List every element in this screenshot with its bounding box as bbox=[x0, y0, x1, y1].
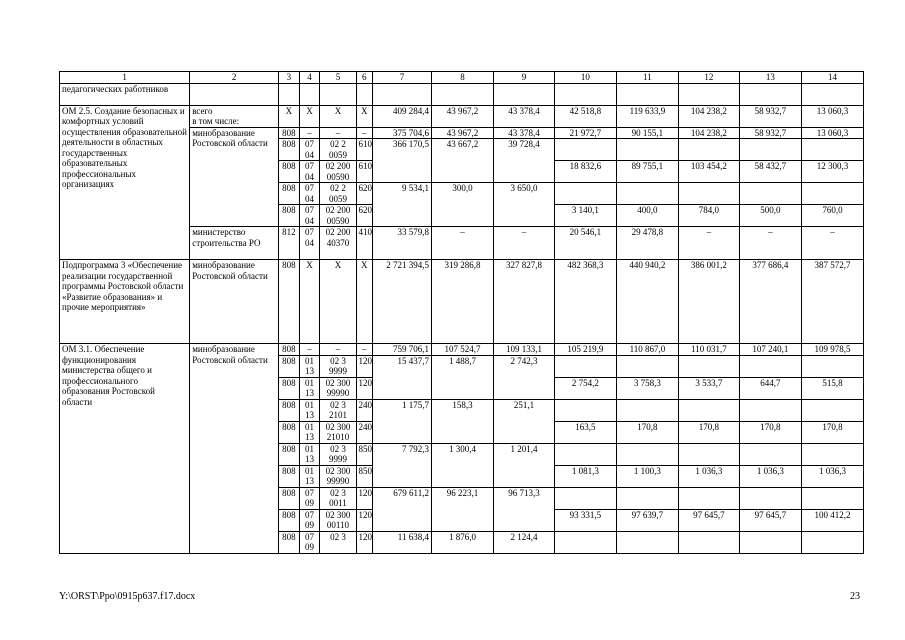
cell: 89 755,1 bbox=[616, 161, 678, 183]
cell: 07 04 bbox=[299, 205, 320, 227]
cell: минобразование Ростовской области bbox=[190, 127, 279, 227]
header-cell: 4 bbox=[299, 72, 320, 84]
header-cell: 1 bbox=[60, 72, 190, 84]
row-label: педагогических работников bbox=[60, 83, 190, 105]
cell: 7 792,3 bbox=[373, 443, 432, 487]
cell: 93 331,5 bbox=[554, 509, 616, 531]
cell: 1 175,7 bbox=[373, 399, 432, 443]
cell: 119 633,9 bbox=[616, 105, 678, 127]
cell: 02 3 0011 bbox=[320, 487, 356, 509]
cell: 97 645,7 bbox=[678, 509, 739, 531]
header-row bbox=[60, 72, 864, 84]
cell: 42 518,8 bbox=[554, 105, 616, 127]
cell: 109 978,5 bbox=[801, 344, 863, 356]
cell: X bbox=[320, 105, 356, 127]
cell: 515,8 bbox=[801, 377, 863, 399]
cell: 410 bbox=[356, 227, 373, 260]
cell: 109 133,1 bbox=[493, 344, 554, 356]
measure-name: ОМ 3.1. Обеспечение функционирования министерства общего и профессионального образования Ростовской области bbox=[60, 344, 190, 554]
cell: 1 876,0 bbox=[431, 531, 493, 553]
cell: 58 932,7 bbox=[739, 105, 801, 127]
table-row bbox=[60, 83, 864, 105]
cell: 21 972,7 bbox=[554, 127, 616, 139]
cell: 9 534,1 bbox=[373, 183, 432, 227]
cell: 500,0 bbox=[739, 205, 801, 227]
cell: 07 04 bbox=[299, 161, 320, 183]
cell: 808 bbox=[279, 127, 300, 139]
cell: 400,0 bbox=[616, 205, 678, 227]
cell: 170,8 bbox=[739, 421, 801, 443]
cell: 1 036,3 bbox=[801, 465, 863, 487]
table-row bbox=[60, 105, 864, 127]
header-cell: 14 bbox=[801, 72, 863, 84]
cell: 103 454,2 bbox=[678, 161, 739, 183]
header-cell: 11 bbox=[616, 72, 678, 84]
cell: 2 754,2 bbox=[554, 377, 616, 399]
cell: X bbox=[299, 105, 320, 127]
cell: 18 832,6 bbox=[554, 161, 616, 183]
cell: 02 2 0059 bbox=[320, 139, 356, 161]
cell: 02 300 00110 bbox=[320, 509, 356, 531]
cell: минобразование Ростовской области bbox=[190, 260, 279, 344]
cell: 387 572,7 bbox=[801, 260, 863, 344]
cell: 01 13 bbox=[299, 443, 320, 465]
cell: 240 bbox=[356, 421, 373, 443]
cell: 300,0 bbox=[431, 183, 493, 227]
cell: минобразование Ростовской области bbox=[190, 344, 279, 554]
cell: 409 284,4 bbox=[373, 105, 432, 127]
cell: – bbox=[739, 227, 801, 260]
cell: 02 3 bbox=[320, 531, 356, 553]
cell: 13 060,3 bbox=[801, 105, 863, 127]
cell: 812 bbox=[279, 227, 300, 260]
cell: – bbox=[320, 127, 356, 139]
cell: 808 bbox=[279, 260, 300, 344]
cell: 120 bbox=[356, 355, 373, 377]
cell: 808 bbox=[279, 421, 300, 443]
cell: 01 13 bbox=[299, 355, 320, 377]
cell: 120 bbox=[356, 509, 373, 531]
cell: 170,8 bbox=[678, 421, 739, 443]
cell: – bbox=[431, 227, 493, 260]
header-cell: 10 bbox=[554, 72, 616, 84]
cell: 808 bbox=[279, 443, 300, 465]
header-cell: 6 bbox=[356, 72, 373, 84]
cell: 43 967,2 bbox=[431, 127, 493, 139]
cell: 110 867,0 bbox=[616, 344, 678, 356]
cell: 02 3 9999 bbox=[320, 355, 356, 377]
page-number: 23 bbox=[850, 591, 860, 602]
cell: 01 13 bbox=[299, 465, 320, 487]
cell: 58 432,7 bbox=[739, 161, 801, 183]
cell: 760,0 bbox=[801, 205, 863, 227]
cell: министерство строительства РО bbox=[190, 227, 279, 260]
cell: 110 031,7 bbox=[678, 344, 739, 356]
cell: 02 3 9999 bbox=[320, 443, 356, 465]
header-cell: 5 bbox=[320, 72, 356, 84]
cell: 808 bbox=[279, 161, 300, 183]
cell: 170,8 bbox=[616, 421, 678, 443]
cell: 01 13 bbox=[299, 399, 320, 421]
cell: 12 300,3 bbox=[801, 161, 863, 183]
cell: 163,5 bbox=[554, 421, 616, 443]
cell: 386 001,2 bbox=[678, 260, 739, 344]
cell: 620 bbox=[356, 183, 373, 205]
cell: 3 140,1 bbox=[554, 205, 616, 227]
cell: X bbox=[279, 105, 300, 127]
cell: 20 546,1 bbox=[554, 227, 616, 260]
cell: – bbox=[299, 127, 320, 139]
cell: 808 bbox=[279, 399, 300, 421]
cell: – bbox=[801, 227, 863, 260]
cell: 43 667,2 bbox=[431, 139, 493, 183]
cell: 679 611,2 bbox=[373, 487, 432, 531]
cell: 07 04 bbox=[299, 183, 320, 205]
cell: 43 378,4 bbox=[493, 105, 554, 127]
cell: – bbox=[320, 344, 356, 356]
cell: 07 09 bbox=[299, 487, 320, 509]
cell: X bbox=[320, 260, 356, 344]
cell: 107 524,7 bbox=[431, 344, 493, 356]
cell: 90 155,1 bbox=[616, 127, 678, 139]
cell: 15 437,7 bbox=[373, 355, 432, 399]
cell: 29 478,8 bbox=[616, 227, 678, 260]
cell: 808 bbox=[279, 509, 300, 531]
cell: 02 300 99990 bbox=[320, 465, 356, 487]
cell: 01 13 bbox=[299, 377, 320, 399]
cell: 2 721 394,5 bbox=[373, 260, 432, 344]
cell: 1 300,4 bbox=[431, 443, 493, 487]
cell: 482 368,3 bbox=[554, 260, 616, 344]
cell: 3 650,0 bbox=[493, 183, 554, 227]
cell: – bbox=[299, 344, 320, 356]
cell: 07 04 bbox=[299, 139, 320, 161]
cell: 39 728,4 bbox=[493, 139, 554, 183]
cell: 107 240,1 bbox=[739, 344, 801, 356]
cell: 850 bbox=[356, 465, 373, 487]
cell: 02 300 99990 bbox=[320, 377, 356, 399]
header-cell: 12 bbox=[678, 72, 739, 84]
cell: 251,1 bbox=[493, 399, 554, 443]
cell: 1 036,3 bbox=[739, 465, 801, 487]
cell: – bbox=[356, 344, 373, 356]
cell: 120 bbox=[356, 377, 373, 399]
cell: 366 170,5 bbox=[373, 139, 432, 183]
cell: 808 bbox=[279, 377, 300, 399]
cell: 610 bbox=[356, 161, 373, 183]
header-cell: 8 bbox=[431, 72, 493, 84]
cell: 97 639,7 bbox=[616, 509, 678, 531]
cell: 808 bbox=[279, 139, 300, 161]
cell: 02 2 0059 bbox=[320, 183, 356, 205]
cell: 1 036,3 bbox=[678, 465, 739, 487]
cell: 96 223,1 bbox=[431, 487, 493, 531]
header-cell: 2 bbox=[190, 72, 279, 84]
cell: 808 bbox=[279, 344, 300, 356]
cell: 07 09 bbox=[299, 531, 320, 553]
cell: 808 bbox=[279, 205, 300, 227]
header-cell: 13 bbox=[739, 72, 801, 84]
cell: 02 200 00590 bbox=[320, 161, 356, 183]
cell: 644,7 bbox=[739, 377, 801, 399]
cell: 96 713,3 bbox=[493, 487, 554, 531]
cell: 2 124,4 bbox=[493, 531, 554, 553]
cell: 02 3 2101 bbox=[320, 399, 356, 421]
cell: 11 638,4 bbox=[373, 531, 432, 553]
cell: 07 04 bbox=[299, 227, 320, 260]
measure-name: ОМ 2.5. Создание безопасных и комфортных условий осуществления образовательной деятельности в областных государственных образовательных профессиональных организациях bbox=[60, 105, 190, 260]
cell: 3 533,7 bbox=[678, 377, 739, 399]
cell: 120 bbox=[356, 487, 373, 509]
cell: 808 bbox=[279, 487, 300, 509]
cell: 3 758,3 bbox=[616, 377, 678, 399]
budget-table bbox=[59, 71, 864, 554]
subprogram-name: Подпрограмма 3 «Обеспечение реализации государственной программы Ростовской области «Развитие образования» и прочие мероприятия» bbox=[60, 260, 190, 344]
cell: 104 238,2 bbox=[678, 105, 739, 127]
cell: X bbox=[356, 260, 373, 344]
cell: 784,0 bbox=[678, 205, 739, 227]
table-row bbox=[60, 260, 864, 344]
header-cell: 3 bbox=[279, 72, 300, 84]
cell: 850 bbox=[356, 443, 373, 465]
cell: 375 704,6 bbox=[373, 127, 432, 139]
cell: 97 645,7 bbox=[739, 509, 801, 531]
cell: X bbox=[356, 105, 373, 127]
cell: 808 bbox=[279, 531, 300, 553]
cell: 1 488,7 bbox=[431, 355, 493, 399]
cell: 1 081,3 bbox=[554, 465, 616, 487]
cell: 759 706,1 bbox=[373, 344, 432, 356]
cell: 610 bbox=[356, 139, 373, 161]
header-cell: 7 bbox=[373, 72, 432, 84]
cell: 58 932,7 bbox=[739, 127, 801, 139]
cell: 02 200 40370 bbox=[320, 227, 356, 260]
cell: 43 378,4 bbox=[493, 127, 554, 139]
cell: 1 201,4 bbox=[493, 443, 554, 487]
cell: 620 bbox=[356, 205, 373, 227]
cell: 319 286,8 bbox=[431, 260, 493, 344]
cell: 13 060,3 bbox=[801, 127, 863, 139]
cell: 07 09 bbox=[299, 509, 320, 531]
cell: 170,8 bbox=[801, 421, 863, 443]
cell: 104 238,2 bbox=[678, 127, 739, 139]
header-cell: 9 bbox=[493, 72, 554, 84]
cell: всего в том числе: bbox=[190, 105, 279, 127]
cell: 01 13 bbox=[299, 421, 320, 443]
cell: 100 412,2 bbox=[801, 509, 863, 531]
cell: 240 bbox=[356, 399, 373, 421]
cell: 327 827,8 bbox=[493, 260, 554, 344]
cell: – bbox=[356, 127, 373, 139]
footer-file-path: Y:\ORST\Ppo\0915p637.f17.docx bbox=[59, 591, 196, 602]
cell: – bbox=[493, 227, 554, 260]
cell: 43 967,2 bbox=[431, 105, 493, 127]
cell: 808 bbox=[279, 465, 300, 487]
cell: – bbox=[678, 227, 739, 260]
cell: 808 bbox=[279, 183, 300, 205]
cell: 33 579,8 bbox=[373, 227, 432, 260]
cell: 377 686,4 bbox=[739, 260, 801, 344]
cell: 440 940,2 bbox=[616, 260, 678, 344]
cell: 120 bbox=[356, 531, 373, 553]
cell: 808 bbox=[279, 355, 300, 377]
table-row bbox=[60, 344, 864, 356]
cell: X bbox=[299, 260, 320, 344]
cell: 105 219,9 bbox=[554, 344, 616, 356]
cell: 02 300 21010 bbox=[320, 421, 356, 443]
cell: 158,3 bbox=[431, 399, 493, 443]
cell: 1 100,3 bbox=[616, 465, 678, 487]
cell: 02 200 00590 bbox=[320, 205, 356, 227]
cell: 2 742,3 bbox=[493, 355, 554, 399]
